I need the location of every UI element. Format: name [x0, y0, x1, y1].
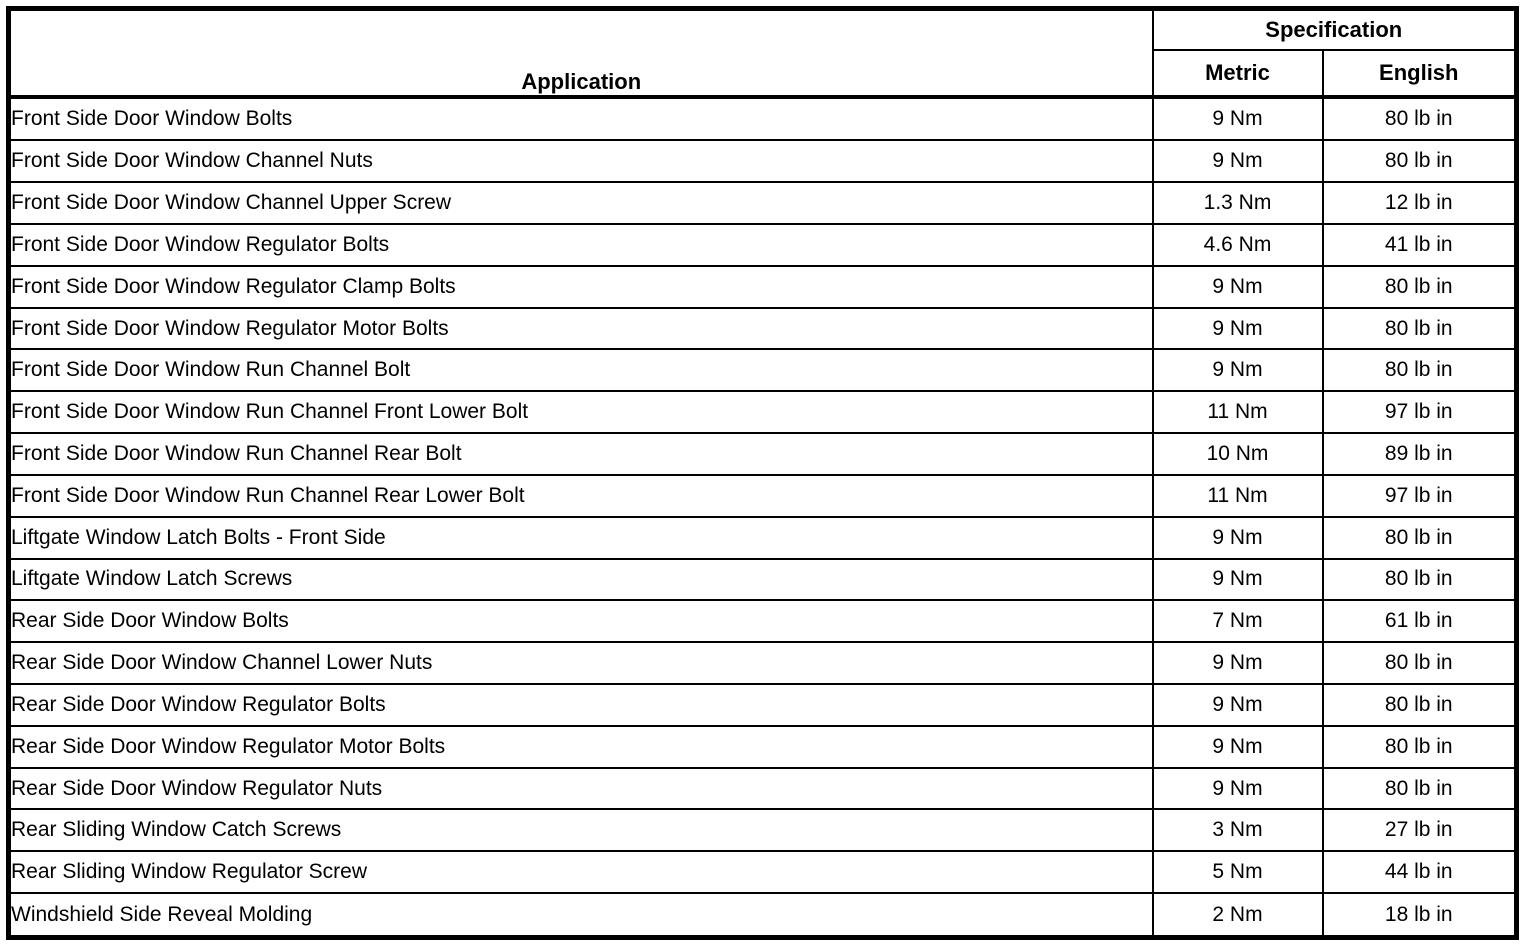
application-cell: Liftgate Window Latch Bolts - Front Side	[9, 517, 1153, 559]
metric-cell: 5 Nm	[1153, 851, 1323, 893]
metric-cell: 9 Nm	[1153, 684, 1323, 726]
table-row	[9, 182, 1517, 224]
english-cell: 18 lb in	[1323, 893, 1517, 937]
metric-cell: 2 Nm	[1153, 893, 1323, 937]
application-cell: Front Side Door Window Run Channel Bolt	[9, 349, 1153, 391]
table-row	[9, 768, 1517, 810]
table-row	[9, 600, 1517, 642]
table-row	[9, 684, 1517, 726]
application-cell: Front Side Door Window Run Channel Rear Lower Bolt	[9, 475, 1153, 517]
english-cell: 41 lb in	[1323, 224, 1517, 266]
application-cell: Front Side Door Window Run Channel Front Lower Bolt	[9, 391, 1153, 433]
table-row	[9, 809, 1517, 851]
specification-column-header: Specification	[1153, 9, 1517, 51]
english-cell: 44 lb in	[1323, 851, 1517, 893]
application-cell: Liftgate Window Latch Screws	[9, 559, 1153, 601]
application-cell: Front Side Door Window Regulator Motor Bolts	[9, 308, 1153, 350]
table-row	[9, 851, 1517, 893]
table-row	[9, 517, 1517, 559]
application-cell: Front Side Door Window Regulator Bolts	[9, 224, 1153, 266]
metric-cell: 1.3 Nm	[1153, 182, 1323, 224]
application-cell: Front Side Door Window Channel Upper Screw	[9, 182, 1153, 224]
english-cell: 80 lb in	[1323, 642, 1517, 684]
table-row	[9, 642, 1517, 684]
application-cell: Rear Side Door Window Channel Lower Nuts	[9, 642, 1153, 684]
table-row	[9, 893, 1517, 937]
english-cell: 80 lb in	[1323, 97, 1517, 140]
table-row	[9, 433, 1517, 475]
table-header	[9, 9, 1517, 98]
application-cell: Rear Side Door Window Regulator Nuts	[9, 768, 1153, 810]
metric-cell: 11 Nm	[1153, 391, 1323, 433]
application-cell: Rear Side Door Window Regulator Bolts	[9, 684, 1153, 726]
specification-header-row	[9, 9, 1517, 51]
application-cell: Rear Side Door Window Regulator Motor Bolts	[9, 726, 1153, 768]
table-row	[9, 140, 1517, 182]
metric-column-header: Metric	[1153, 50, 1323, 97]
english-cell: 80 lb in	[1323, 349, 1517, 391]
metric-cell: 9 Nm	[1153, 559, 1323, 601]
metric-cell: 9 Nm	[1153, 768, 1323, 810]
application-cell: Front Side Door Window Bolts	[9, 97, 1153, 140]
metric-cell: 9 Nm	[1153, 517, 1323, 559]
table-row	[9, 559, 1517, 601]
english-cell: 80 lb in	[1323, 517, 1517, 559]
english-cell: 80 lb in	[1323, 308, 1517, 350]
application-cell: Front Side Door Window Run Channel Rear Bolt	[9, 433, 1153, 475]
english-cell: 89 lb in	[1323, 433, 1517, 475]
english-cell: 80 lb in	[1323, 684, 1517, 726]
english-cell: 80 lb in	[1323, 768, 1517, 810]
table-row	[9, 349, 1517, 391]
metric-cell: 9 Nm	[1153, 726, 1323, 768]
metric-cell: 10 Nm	[1153, 433, 1323, 475]
english-cell: 80 lb in	[1323, 140, 1517, 182]
metric-cell: 9 Nm	[1153, 642, 1323, 684]
table-row	[9, 266, 1517, 308]
english-cell: 80 lb in	[1323, 266, 1517, 308]
metric-cell: 3 Nm	[1153, 809, 1323, 851]
metric-cell: 4.6 Nm	[1153, 224, 1323, 266]
table-row	[9, 308, 1517, 350]
application-cell: Rear Sliding Window Regulator Screw	[9, 851, 1153, 893]
english-column-header: English	[1323, 50, 1517, 97]
application-cell: Front Side Door Window Channel Nuts	[9, 140, 1153, 182]
application-cell: Rear Sliding Window Catch Screws	[9, 809, 1153, 851]
english-cell: 97 lb in	[1323, 391, 1517, 433]
metric-cell: 7 Nm	[1153, 600, 1323, 642]
application-cell: Windshield Side Reveal Molding	[9, 893, 1153, 937]
english-cell: 80 lb in	[1323, 559, 1517, 601]
english-cell: 27 lb in	[1323, 809, 1517, 851]
english-cell: 12 lb in	[1323, 182, 1517, 224]
metric-cell: 9 Nm	[1153, 308, 1323, 350]
torque-spec-table	[6, 6, 1519, 940]
english-cell: 97 lb in	[1323, 475, 1517, 517]
table-row	[9, 224, 1517, 266]
table-row	[9, 475, 1517, 517]
metric-cell: 9 Nm	[1153, 349, 1323, 391]
table-row	[9, 726, 1517, 768]
application-column-header: Application	[9, 9, 1153, 98]
table-body	[9, 97, 1517, 938]
metric-cell: 9 Nm	[1153, 266, 1323, 308]
application-cell: Rear Side Door Window Bolts	[9, 600, 1153, 642]
table-row	[9, 97, 1517, 140]
metric-cell: 9 Nm	[1153, 140, 1323, 182]
metric-cell: 9 Nm	[1153, 97, 1323, 140]
metric-cell: 11 Nm	[1153, 475, 1323, 517]
english-cell: 61 lb in	[1323, 600, 1517, 642]
table-row	[9, 391, 1517, 433]
application-cell: Front Side Door Window Regulator Clamp Bolts	[9, 266, 1153, 308]
english-cell: 80 lb in	[1323, 726, 1517, 768]
